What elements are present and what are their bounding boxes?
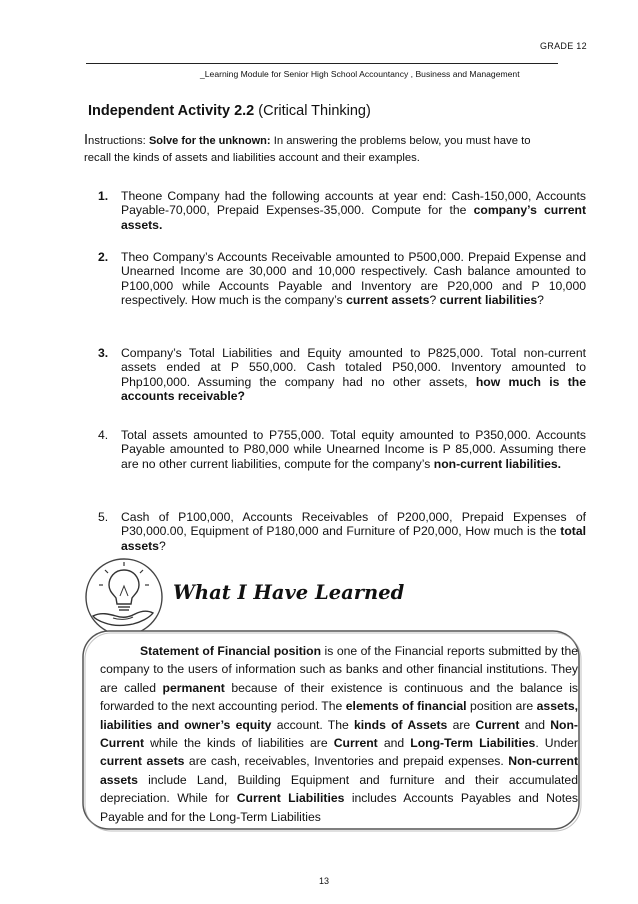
summary-text-bold: Statement of Financial position [140, 644, 322, 658]
summary-text: include Land, Building Equipment and furniture and their accumulated depreciation. While for [100, 772, 578, 806]
problem-text-part: Total assets amounted to P755,000. Total equity amounted to P350,000. Accounts Payable amounted to P80,000 while Unearned Income is P 85,000. Assuming there are no other current liabilities, compute for the company’s [121, 428, 586, 471]
activity-heading [88, 103, 371, 119]
problem-text [121, 250, 586, 308]
module-title: _Learning Module for Senior High School Accountancy , Business and Management [200, 69, 520, 79]
problem-5 [98, 510, 586, 553]
problem-number: 2. [98, 250, 109, 264]
summary-text-bold: permanent [162, 680, 225, 695]
summary-text-bold: Non-Current [100, 717, 578, 751]
problem-text-part: ? [158, 538, 166, 553]
summary-text: includes Accounts Payables and Notes Payable and for the Long-Term Liabilities [100, 791, 578, 824]
instructions-text: In answering the problems below, you must have to recall the kinds of assets and liabilities account and their examples. [84, 135, 531, 164]
instructions [84, 132, 554, 167]
header-rule [86, 63, 558, 64]
problem-4 [98, 428, 586, 471]
problem-text-part: Theo Company’s Accounts Receivable amounted to P500,000. Prepaid Expense and Unearned Income are 30,000 and 10,000 respectively. Cash balance amounted to P100,000 while Accounts Payable and Inventory are P20,000 and P 10,000 respectively. How much is the company’s [121, 250, 586, 308]
summary-text: while the kinds of liabilities are [144, 736, 334, 751]
summary-paragraph [100, 642, 578, 826]
problem-text [121, 189, 586, 232]
summary-text: . Under [535, 736, 578, 751]
problem-text-bold: current liabilities [439, 293, 538, 308]
summary-text: and [377, 736, 411, 751]
page-number: 13 [319, 876, 330, 886]
instructions-label: nstructions: [88, 135, 146, 147]
problem-1 [98, 189, 586, 232]
lightbulb-hand-icon [83, 556, 165, 638]
grade-label: GRADE 12 [540, 41, 587, 51]
summary-text: position are [466, 699, 537, 714]
problem-number: 5. [98, 510, 109, 524]
problem-text-part: ? [537, 293, 544, 308]
summary-text-bold: elements of financial [345, 699, 467, 714]
summary-text-bold: kinds of Assets [354, 717, 448, 732]
summary-text: are cash, receivables, Inventories and prepaid expenses. [184, 754, 509, 769]
summary-text-bold: Current Liabilities [236, 791, 345, 806]
summary-text: account. The [271, 717, 355, 732]
problem-3 [98, 346, 586, 404]
summary-text: and [519, 717, 551, 732]
problem-number: 3. [98, 346, 109, 360]
problem-text-bold: how much is the accounts receivable? [121, 374, 586, 404]
problem-2 [98, 250, 586, 308]
summary-text-bold: Long-Term Liabilities [410, 736, 536, 751]
problem-text-bold: current assets [346, 293, 430, 308]
problem-text-part: Cash of P100,000, Accounts Receivables of P200,000, Prepaid Expenses of P30,000.00, Equipment of P180,000 and Furniture of P20,000, How much is the [121, 510, 586, 539]
summary-text-bold: Current [475, 717, 520, 732]
summary-text-bold: Current [333, 736, 378, 751]
problem-text [121, 510, 586, 553]
instructions-initial: I [84, 132, 89, 148]
problem-text [121, 428, 586, 471]
summary-text: because of their existence is continuous and the balance is forwarded to the next accounting period. The [100, 680, 579, 714]
activity-subtitle: (Critical Thinking) [258, 103, 371, 119]
summary-text-bold: current assets [100, 754, 185, 769]
summary-text-bold: Non-current assets [100, 754, 579, 787]
problem-number: 4. [98, 428, 109, 442]
instructions-bold: Solve for the unknown: [148, 135, 271, 147]
problem-number: 1. [98, 189, 109, 203]
problem-text-bold: total assets [121, 524, 586, 553]
summary-text-bold: assets, liabilities and owner’s equity [100, 699, 578, 732]
problem-text-part: Company’s Total Liabilities and Equity amounted to P825,000. Total non-current assets ended at P 550,000. Cash totaled P50,000. Inventory amounted to Php100,000. Assuming the company had no other assets, [121, 346, 586, 389]
problem-text-part: ? [429, 293, 440, 308]
summary-text: is one of the Financial reports submitted by the company to the users of information such as banks and other financial institutions. They are called [100, 644, 578, 695]
problem-text-bold: non-current liabilities. [433, 456, 562, 471]
problem-text-bold: company’s current assets. [121, 203, 586, 232]
summary-text: are [447, 717, 476, 732]
section-title: What I Have Learned [173, 581, 405, 604]
problem-text [121, 346, 586, 404]
activity-title: Independent Activity 2.2 [88, 103, 255, 119]
problem-text-part: Theone Company had the following accounts at year end: Cash-150,000, Accounts Payable-70,000, Prepaid Expenses-35,000. Compute for the [121, 189, 586, 218]
